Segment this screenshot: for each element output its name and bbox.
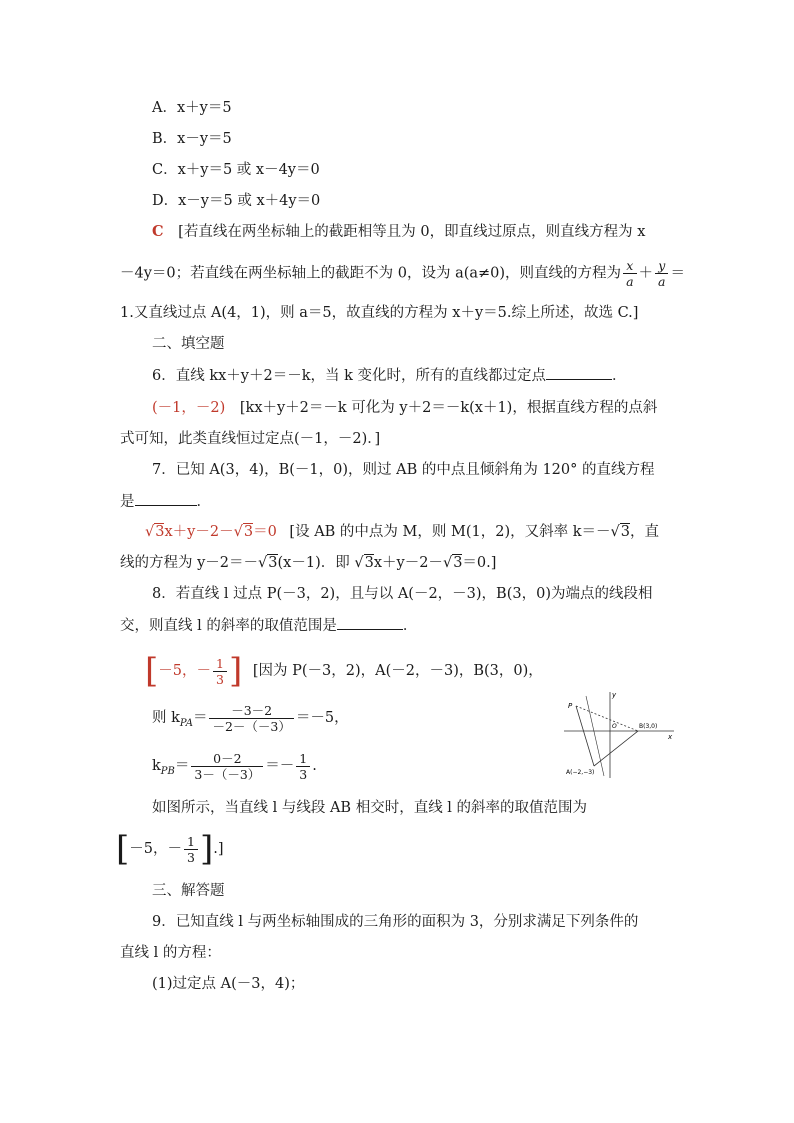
slope-pa-formula: 则 $k_{PA}=$ $\frac{-3-2}{-2-(-3)}$ ＝－5， xyxy=(152,702,349,734)
q7-answer-line: √3x＋y－2－√3＝0 [设 AB 的中点为 M，则 M(1，2)，又斜率 k＝－√3，直 xyxy=(145,524,659,540)
question-9-line1: 9．已知直线 l 与两坐标轴围成的三角形的面积为 3，分别求满足下列条件的 xyxy=(152,914,639,930)
question-9-part1: (1)过定点 A(－3，4)； xyxy=(152,976,305,992)
q6-answer-line: (－1，－2) [kx＋y＋2＝－k 可化为 y＋2＝－k(x＋1)，根据直线方程的点斜 xyxy=(152,400,658,416)
option-a: A．x＋y＝5 xyxy=(152,100,232,116)
answer-blank xyxy=(135,491,197,506)
q8-answer-line: [－5，－ $\frac{1}{3}$ ] [因为 P(－3，2)，A(－2，－3)，B(3，0)， xyxy=(145,651,543,691)
section-heading-fill-in: 二、填空题 xyxy=(152,336,225,352)
q6-answer: (－1，－2) xyxy=(152,400,226,416)
question-7-line1: 7．已知 A(3，4)，B(－1，0)，则过 AB 的中点且倾斜角为 120° 的直线方程 xyxy=(152,462,655,478)
q8-answer: [－5，－ $\frac{1}{3}$ ] xyxy=(145,651,243,691)
section-heading-solutions: 三、解答题 xyxy=(152,883,225,899)
q8-explanation-2: 如图所示，当直线 l 与线段 AB 相交时，直线 l 的斜率的取值范围为 xyxy=(152,800,588,816)
q5-explanation-2: －4y＝0；若直线在两坐标轴上的截距不为 0，设为 a(a≠0)，则直线的方程为 xyxy=(120,265,622,282)
option-d: D．x－y＝5 或 x＋4y＝0 xyxy=(152,193,321,209)
q5-explanation-1: [若直线在两坐标轴上的截距相等且为 0，即直线过原点，则直线方程为 x xyxy=(178,224,646,240)
question-8-line1: 8．若直线 l 过点 P(－3，2)，且与以 A(－2，－3)，B(3，0)为端点的线段相 xyxy=(152,586,653,602)
q8-final-range: [－5，－ $\frac{1}{3}$ ].] xyxy=(116,829,224,869)
q5-answer-line1 xyxy=(152,222,645,242)
answer-blank xyxy=(337,615,403,630)
q6-explanation-2: 式可知，此类直线恒过定点(－1，－2)．] xyxy=(120,431,381,447)
origin-label: O xyxy=(612,723,617,730)
line-pa xyxy=(576,706,594,766)
q7-answer: √3x＋y－2－√3＝0 xyxy=(145,524,277,540)
question-6: 6．直线 kx＋y＋2＝－k，当 k 变化时，所有的直线都过定点 ． xyxy=(152,365,627,386)
question-8-line2: 交，则直线 l 的斜率的取值范围是 ． xyxy=(120,615,417,636)
point-a-label: A(−2,−3) xyxy=(566,769,595,776)
x-axis-label: x xyxy=(668,733,673,741)
point-p-label: P xyxy=(568,702,573,710)
question-9-line2: 直线 l 的方程： xyxy=(120,945,221,961)
slope-pb-formula: $k_{PB}=$ $\frac{0-2}{3-(-3)}$ ＝－ $\frac{1}{3}$ . xyxy=(152,750,317,782)
q5-explanation-3: 1.又直线过点 A(4，1)，则 a＝5，故直线的方程为 x＋y＝5.综上所述，故选 C.] xyxy=(120,305,639,321)
fraction-y-over-a: $\frac{y}{a}$ xyxy=(655,258,668,289)
fraction-x-over-a: $\frac{x}{a}$ xyxy=(623,258,636,289)
q5-answer-line2: －4y＝0；若直线在两坐标轴上的截距不为 0，设为 a(a≠0)，则直线的方程为 $\frac{x}{a}$ ＋ $\frac{y}{a}$ ＝ xyxy=(120,258,685,289)
answer-blank xyxy=(546,365,612,380)
q7-explanation-2: 线的方程为 y－2＝－√3(x－1)．即 √3x＋y－2－√3＝0.] xyxy=(120,555,497,571)
coordinate-figure xyxy=(560,688,680,780)
point-b-label: B(3,0) xyxy=(639,723,658,730)
option-c: C．x＋y＝5 或 x－4y＝0 xyxy=(152,162,320,178)
q5-answer-letter: C xyxy=(152,223,164,240)
y-axis-label: y xyxy=(612,691,617,699)
question-7-line2: 是 ． xyxy=(120,491,211,512)
line-pb xyxy=(576,706,638,731)
line-l xyxy=(586,696,604,776)
option-b: B．x－y＝5 xyxy=(152,131,232,147)
